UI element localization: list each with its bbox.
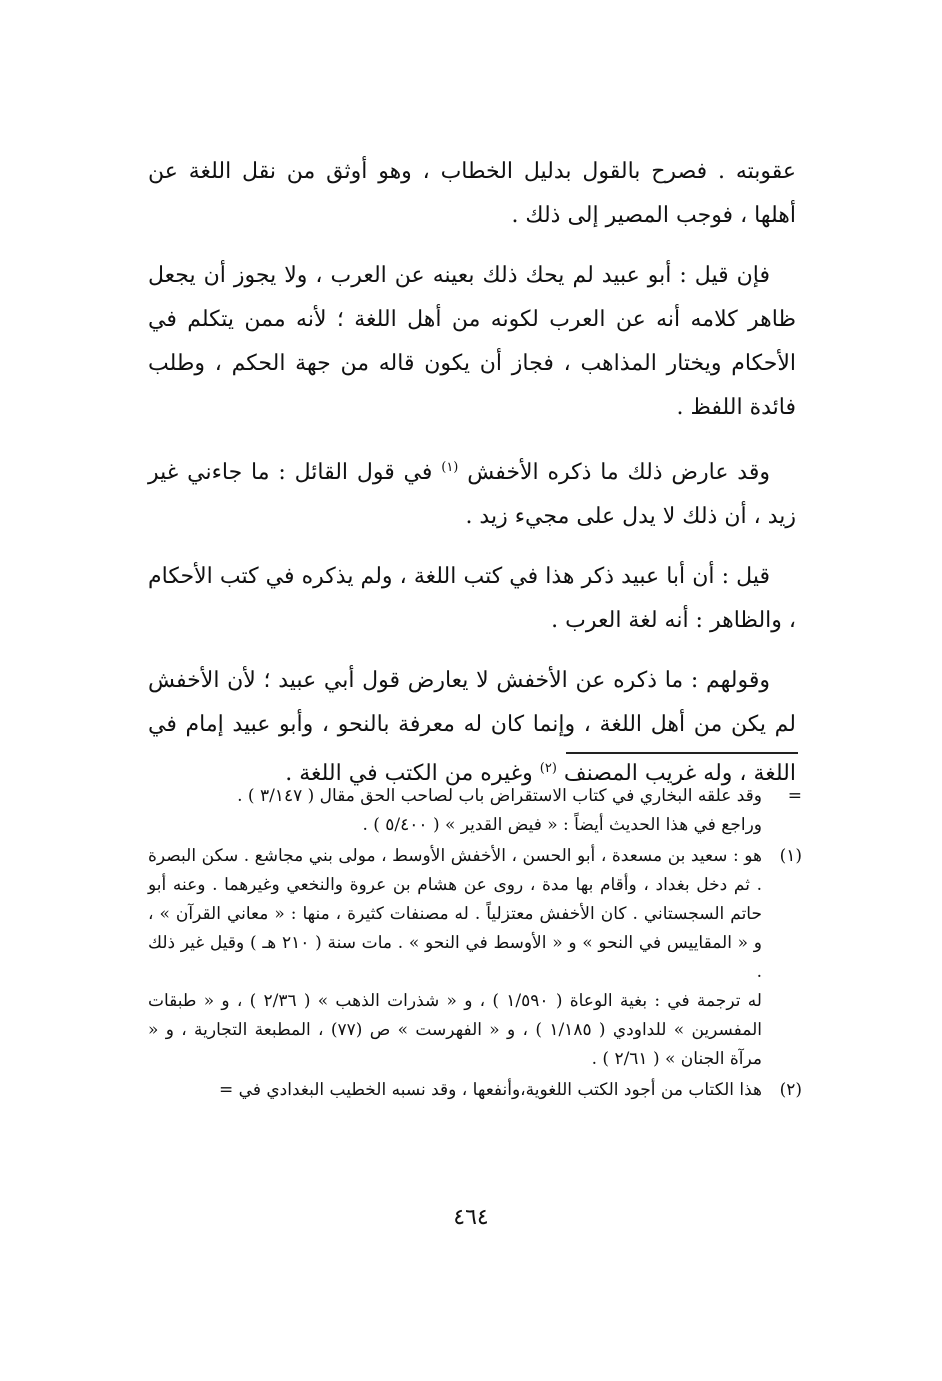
page-number: ٤٦٤ bbox=[453, 1205, 489, 1230]
footnote-divider bbox=[566, 752, 798, 754]
footnote-continued bbox=[148, 782, 802, 840]
footnote-line: هو : سعيد بن مسعدة ، أبو الحسن ، الأخفش الأوسط ، مولى بني مجاشع . سكن البصرة . ثم دخل بغداد ، وأقام بها مدة ، روى عن هشام بن عروة والنخعي وغيرهما . وعنه أبو حاتم السجستاني . كان الأخفش معتزلياً . له مصنفات كثيرة ، منها : « معاني القرآن » ، و « المقاييس في النحو » و « الأوسط في النحو » . مات سنة ( ٢١٠ هـ ) وقيل غير ذلك . bbox=[148, 846, 762, 982]
paragraph-1: عقوبته . فصرح بالقول بدليل الخطاب ، وهو أوثق من نقل اللغة عن أهلها ، فوجب المصير إلى ذلك . bbox=[148, 159, 796, 228]
footnote-marker: (١) bbox=[779, 846, 802, 866]
paragraph-4: قيل : أن أبا عبيد ذكر هذا في كتب اللغة ، ولم يذكره في كتب الأحكام ، والظاهر : أنه لغة العرب . bbox=[148, 564, 796, 633]
footnote-line: هذا الكتاب من أجود الكتب اللغوية،وأنفعها ، وقد نسبه الخطيب البغدادي في = bbox=[219, 1080, 762, 1100]
footnote-reference-2[interactable]: (٢) bbox=[539, 761, 557, 776]
paragraph-3: وقد عارض ذلك ما ذكره الأخفش $^{(١)}$ في قول القائل : ما جاءني غير زيد ، أن ذلك لا يدل على مجيء زيد . bbox=[148, 460, 796, 529]
footnote-line: وراجع في هذا الحديث أيضاً : « فيض القدير » ( ٥/٤٠٠ ) . bbox=[362, 815, 762, 835]
footnote-marker: = bbox=[787, 786, 802, 806]
footnote-2 bbox=[148, 1076, 802, 1105]
paragraph-5: وقولهم : ما ذكره عن الأخفش لا يعارض قول أبي عبيد ؛ لأن الأخفش لم يكن من أهل اللغة ، وإنما كان له معرفة بالنحو ، وأبو عبيد إمام في اللغة ، وله غريب المصنف $^{(٢)}$ وغيره من الكتب في اللغة . bbox=[148, 668, 796, 786]
footnotes bbox=[148, 782, 802, 1107]
footnote-1 bbox=[148, 842, 802, 1074]
footnote-marker: (٢) bbox=[779, 1080, 802, 1100]
paragraph-2: فإن قيل : أبو عبيد لم يحك ذلك بعينه عن العرب ، ولا يجوز أن يجعل ظاهر كلامه أنه عن العرب لكونه من أهل اللغة ؛ لأنه ممن يتكلم في الأحكام ويختار المذاهب ، فجاز أن يكون قاله من جهة الحكم ، وطلب فائدة اللفظ . bbox=[148, 263, 796, 420]
footnote-line: وقد علقه البخاري في كتاب الاستقراض باب لصاحب الحق مقال ( ٣/١٤٧ ) . bbox=[237, 786, 762, 806]
footnote-reference-1[interactable]: (١) bbox=[441, 460, 459, 475]
main-text bbox=[148, 150, 796, 812]
footnote-line: له ترجمة في : بغية الوعاة ( ١/٥٩٠ ) ، و « شذرات الذهب » ( ٢/٣٦ ) ، و « طبقات المفسرين » للداودي ( ١/١٨٥ ) ، و « الفهرست » ص (٧٧) ، المطبعة التجارية ، و « مرآة الجنان » ( ٢/٦١ ) . bbox=[148, 991, 762, 1069]
